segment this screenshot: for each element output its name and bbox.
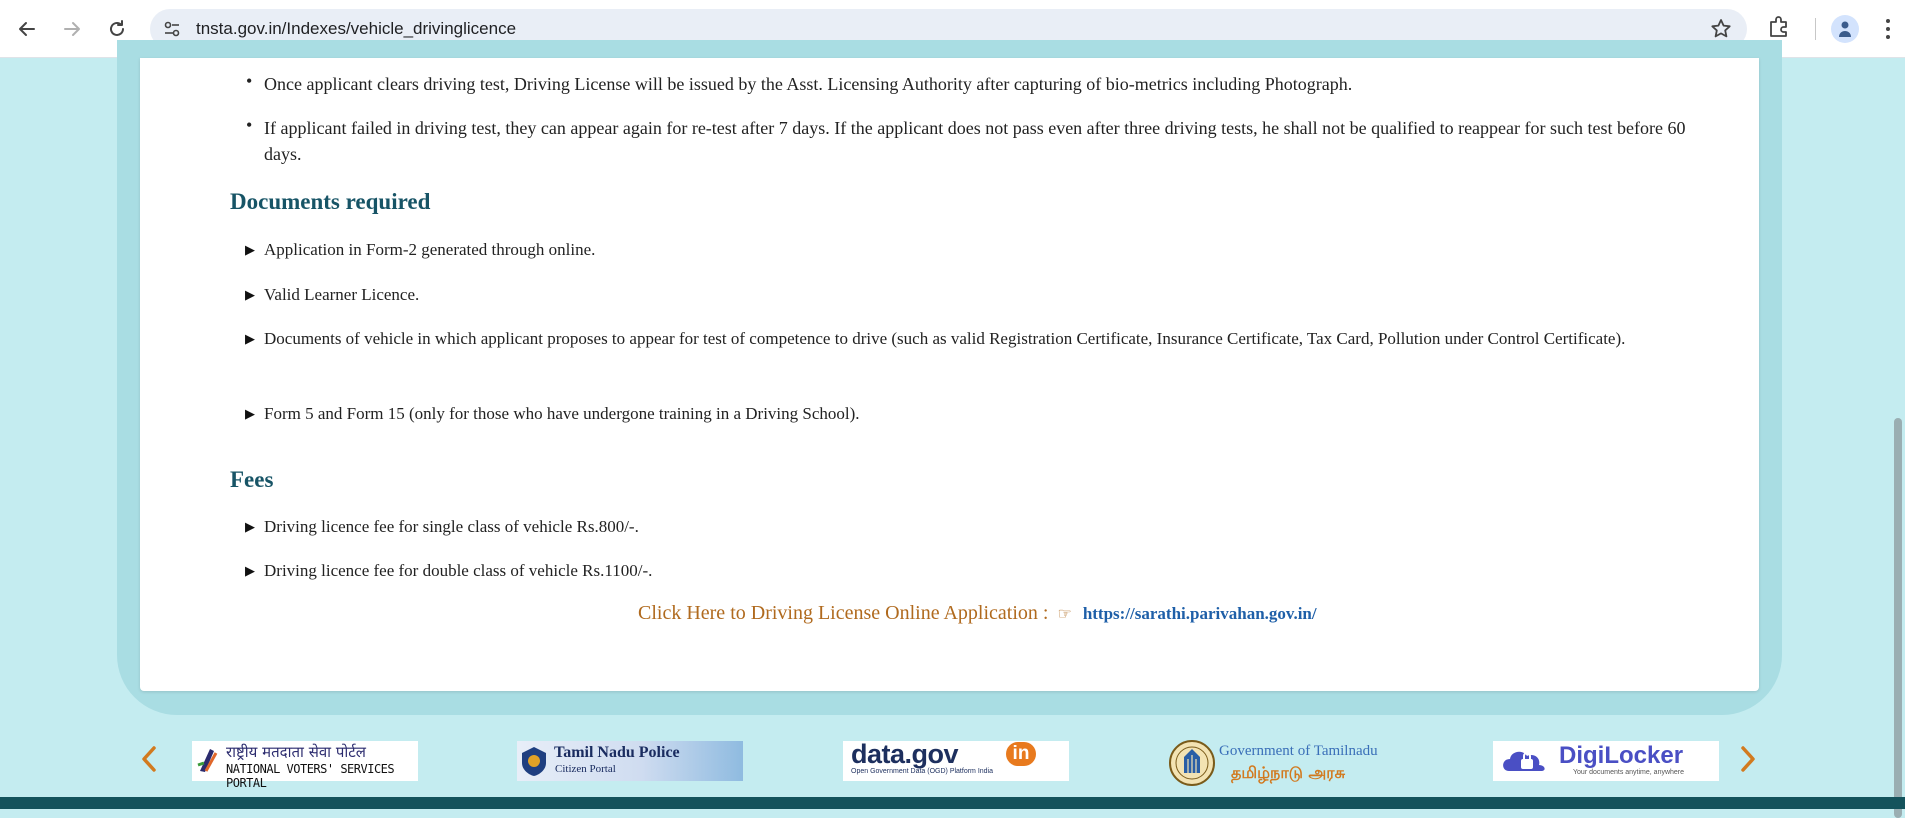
data-gov-wordmark: data.gov (851, 739, 959, 769)
pointing-hand-icon: ☞ (1057, 606, 1072, 623)
triangle-bullet-icon: ▶ (245, 331, 255, 346)
list-item: ▶ Driving licence fee for double class of vehicle Rs.1100/-. (245, 555, 1696, 587)
tn-government-english: Government of Tamilnadu (1219, 743, 1378, 759)
fees-heading: Fees (230, 467, 274, 492)
online-application-line (638, 602, 1317, 625)
back-arrow-icon[interactable] (10, 12, 44, 46)
tn-government-logo[interactable] (1166, 737, 1396, 789)
apply-text: Click Here to Driving License Online Application : (638, 602, 1049, 624)
data-gov-in-badge: in (1006, 742, 1036, 766)
digilocker-tagline: Your documents anytime, anywhere (1573, 769, 1685, 776)
scrollbar-thumb[interactable] (1894, 418, 1902, 818)
triangle-bullet-icon: ▶ (245, 287, 255, 302)
info-bullet: If applicant failed in driving test, they can appear again for re-test after 7 days. If the applicant does not pass even after three driving tests, he shall not be qualified to reappear for such test before 60 days. (264, 118, 1686, 164)
nvsp-hindi-text: राष्ट्रीय मतदाता सेवा पोर्टल (226, 743, 366, 761)
carousel-next-arrow-icon[interactable] (1736, 742, 1760, 776)
triangle-bullet-icon: ▶ (245, 406, 255, 421)
tn-police-logo[interactable] (517, 741, 743, 781)
nvsp-english-text: NATIONAL VOTERS' SERVICES PORTAL (226, 762, 395, 790)
digilocker-logo[interactable] (1493, 741, 1719, 781)
toolbar-separator (1815, 18, 1816, 40)
triangle-bullet-icon: ▶ (245, 519, 255, 534)
list-item: ▶ Valid Learner Licence. (245, 279, 1696, 311)
digilocker-wordmark: DigiLocker (1559, 742, 1684, 769)
bullet-dot: • (246, 71, 253, 91)
list-item: ▶ Driving licence fee for single class of vehicle Rs.800/-. (245, 511, 1696, 543)
carousel-prev-arrow-icon[interactable] (137, 742, 161, 776)
info-bullet: Once applicant clears driving test, Driving License will be issued by the Asst. Licensing Authority after capturing of bio-metrics including Photograph. (264, 74, 1353, 94)
menu-icon[interactable] (1883, 15, 1893, 43)
sarathi-link[interactable]: https://sarathi.parivahan.gov.in/ (1082, 604, 1317, 623)
data-gov-tagline: Open Government Data (OGD) Platform India (851, 768, 993, 775)
triangle-bullet-icon: ▶ (245, 563, 255, 578)
profile-icon[interactable] (1831, 15, 1859, 43)
nvsp-logo[interactable] (192, 741, 418, 790)
list-item: ▶ Application in Form-2 generated through online. (245, 234, 1696, 266)
forward-arrow-icon[interactable] (55, 12, 89, 46)
tn-government-tamil: தமிழ்நாடு அரசு (1231, 763, 1346, 782)
data-gov-logo[interactable] (843, 741, 1069, 781)
tn-police-title: Tamil Nadu Police (554, 744, 680, 761)
triangle-bullet-icon: ▶ (245, 242, 255, 257)
list-item: ▶ Form 5 and Form 15 (only for those who have undergone training in a Driving School). (245, 398, 1696, 430)
page-scrollbar[interactable] (1891, 58, 1905, 809)
documents-heading: Documents required (230, 189, 431, 214)
list-item: ▶ Documents of vehicle in which applicant proposes to appear for test of competence to drive (such as valid Registration Certificate, Insurance Certificate, Tax Card, Pollution under Control Certificate). (245, 323, 1696, 355)
footer-bar (0, 797, 1905, 809)
bullet-dot: • (246, 115, 253, 135)
url-text[interactable]: tnsta.gov.in/Indexes/vehicle_drivinglicence (196, 19, 517, 38)
tn-police-subtitle: Citizen Portal (555, 763, 616, 775)
